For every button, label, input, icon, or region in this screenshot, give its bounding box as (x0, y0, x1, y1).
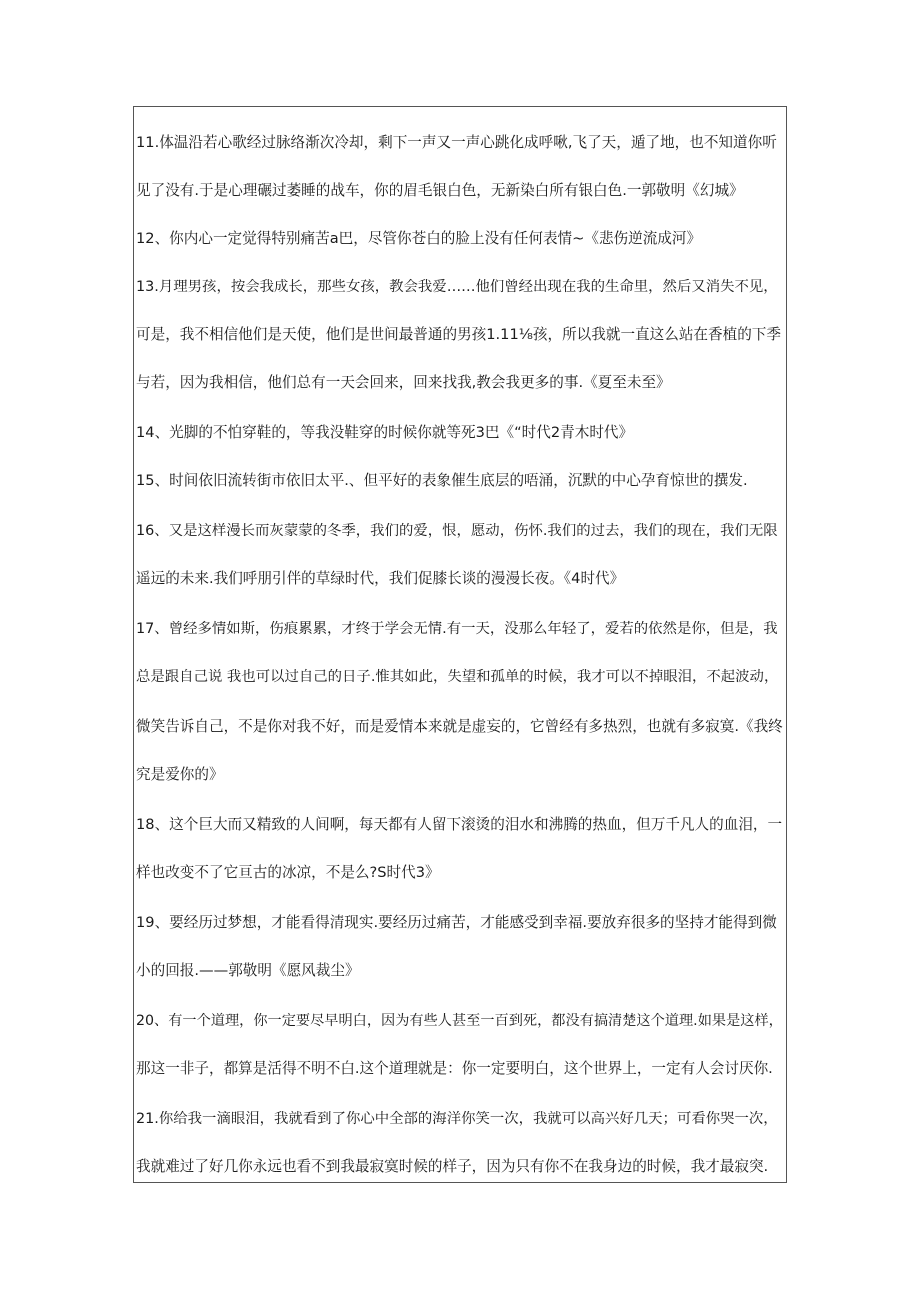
text-line: 20、有一个道理，你一定要尽早明白，因为有些人甚至一百到死，都没有搞清楚这个道理.如果是这样， (136, 1013, 783, 1029)
text-line: 21.你给我一滴眼泪，我就看到了你心中全部的海洋你笑一次，我就可以高兴好几天；可看你哭一次， (136, 1111, 778, 1127)
text-line: 见了没有.于是心理碾过萎睡的战车，你的眉毛银白色，无新染白所有银白色.一郭敬明《幻城》 (136, 182, 744, 199)
text-line: 14、光脚的不怕穿鞋的，等我没鞋穿的时候你就等死3巴《“时代2青木时代》 (136, 424, 634, 441)
text-line: 13.月理男孩，按会我成长，那些女孩，教会我爱……他们曾经出现在我的生命里，然后又消失不见， (136, 279, 778, 295)
text-line: 19、要经历过梦想，才能看得清现实.要经历过痛苦，才能感受到幸福.要放弃很多的坚持才能得到微 (136, 914, 777, 931)
text-line: 与若，因为我相信，他们总有一天会回来，回来找我,教会我更多的事.《夏至未至》 (136, 374, 671, 391)
text-line: 那这一非子，都算是活得不明不白.这个道理就是：你一定要明白，这个世界上，一定有人会讨厌你. (136, 1060, 773, 1077)
text-line: 我就难过了好几你永远也看不到我最寂寞时候的样子，因为只有你不在我身边的时候，我才最寂突. (136, 1158, 769, 1175)
text-line: 小的回报.——郭敬明《愿风裁尘》 (136, 962, 360, 979)
text-line: 样也改变不了它亘古的冰凉，不是么?S时代3》 (136, 864, 440, 881)
text-line: 15、时间依旧流转街市依旧太平.、但平好的表象催生底层的唔涌，沉默的中心孕育惊世的撰发. (136, 472, 748, 489)
text-line: 可是，我不相信他们是天使，他们是世间最普通的男孩1.11⅛孩，所以我就一直这么站在香植的下季 (136, 326, 781, 343)
text-line: 遥远的未来.我们呼朋引伴的草绿时代，我们促膝长谈的漫漫长夜。《4时代》 (136, 570, 625, 587)
text-line: 18、这个巨大而又精致的人间啊，每天都有人留下滚烫的泪水和沸腾的热血，但万千凡人的血泪，一 (136, 816, 783, 833)
text-line: 微笑告诉自己，不是你对我不好，而是爱情本来就是虚妄的，它曾经有多热烈，也就有多寂寞.《我终 (136, 718, 783, 735)
text-line: 12、你内心一定觉得特别痛苦a巴，尽管你苍白的脸上没有任何表情~《悲伤逆流成河》 (136, 230, 702, 247)
text-line: 11.体温沿若心歌经过脉络渐次冷却，剩下一声又一声心跳化成呼啾,飞了天，遁了地，也不知道你听 (136, 134, 777, 151)
text-line: 究是爱你的》 (136, 766, 224, 783)
text-line: 16、又是这样漫长而灰蒙蒙的冬季，我们的爱，恨，愿动，伤怀.我们的过去，我们的现在，我们无限 (136, 523, 778, 539)
text-line: 17、曾经多情如斯，伤痕累累，才终于学会无情.有一天，没那么年轻了，爱若的依然是你，但是，我 (136, 621, 778, 637)
text-line: 总是跟自己说 我也可以过自己的日子.惟其如此，失望和孤单的时候，我才可以不掉眼泪，不起波动， (136, 669, 779, 685)
